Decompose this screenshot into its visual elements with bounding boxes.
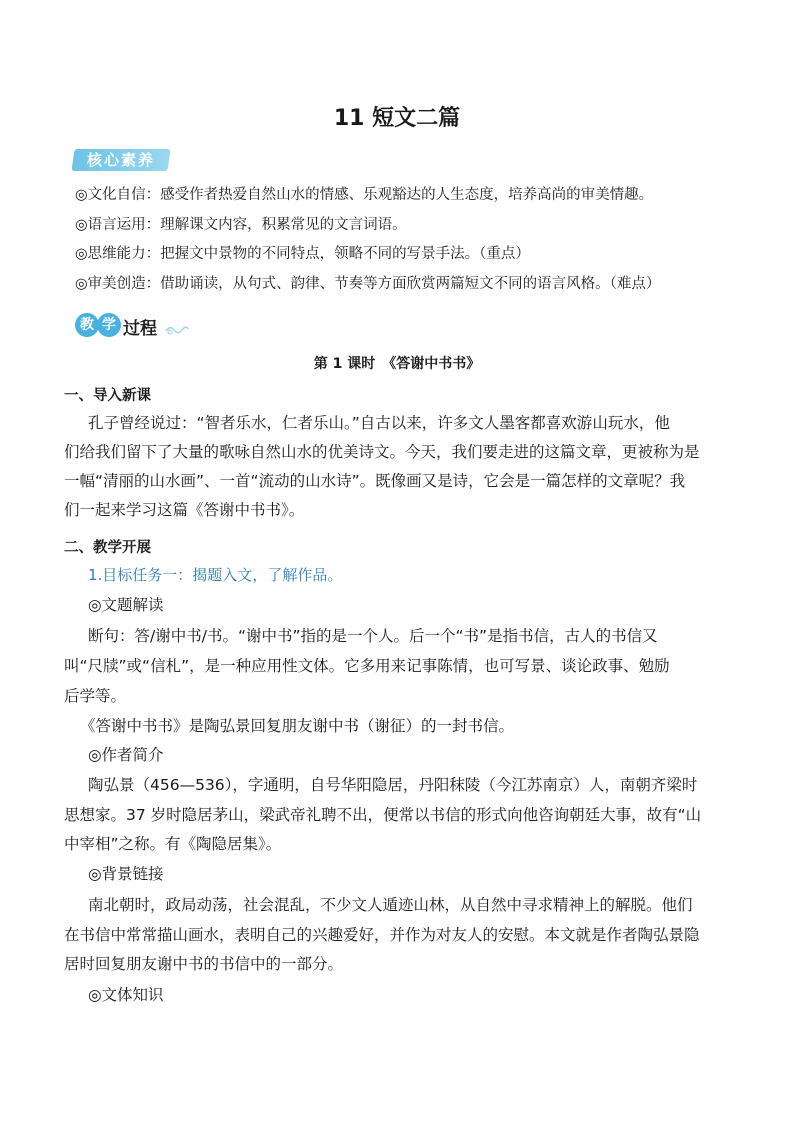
- intro-line: 们一起来学习这篇《答谢中书书》。: [64, 501, 305, 519]
- section-heading-intro: 一、导入新课: [64, 388, 151, 404]
- decorative-swirl-icon: [165, 323, 189, 335]
- section-heading-teaching: 二、教学开展: [64, 540, 151, 556]
- core-item-aesthetic: ◎审美创造：借助诵读，从句式、韵律、节奏等方面欣赏两篇短文不同的语言风格。（难点）: [75, 276, 661, 292]
- core-item-culture: ◎文化自信：感受作者热爱自然山水的情感、乐观豁达的人生态度，培养高尚的审美情趣。: [75, 187, 654, 203]
- para-line: 中宰相”之称。有《陶隐居集》。: [64, 835, 282, 853]
- para-line: 后学等。: [64, 687, 127, 705]
- para-line: 陶弘景（456—536），字通明，自号华阳隐居，丹阳秣陵（今江苏南京）人，南朝齐梁时: [88, 776, 698, 794]
- page-title: 11 短文二篇: [333, 106, 461, 131]
- intro-line: 一幅“清丽的山水画”、一首“流动的山水诗”。既像画又是诗，它会是一篇怎样的文章呢？我: [64, 472, 686, 490]
- learning-char-circle: 学: [97, 313, 121, 337]
- teaching-process-label: 过程: [123, 319, 157, 339]
- para-line: 居时回复朋友谢中书的书信中的一部分。: [64, 955, 344, 973]
- subheading-background: ◎背景链接: [88, 865, 164, 883]
- lesson-title: 第 1 课时 《答谢中书书》: [313, 356, 481, 372]
- para-line: 在书信中常常描山画水，表明自己的兴趣爱好，并作为对友人的安慰。本文就是作者陶弘景隐: [64, 926, 700, 944]
- para-line: 《答谢中书书》是陶弘景回复朋友谢中书（谢征）的一封书信。: [80, 717, 515, 735]
- subheading-title-explain: ◎文题解读: [88, 596, 164, 614]
- core-item-language: ◎语言运用：理解课文内容，积累常见的文言词语。: [75, 217, 407, 233]
- core-item-thinking: ◎思维能力：把握文中景物的不同特点，领略不同的写景手法。（重点）: [75, 246, 530, 262]
- intro-line: 们给我们留下了大量的歌咏自然山水的优美诗文。今天，我们要走进的这篇文章，更被称为是: [64, 443, 700, 461]
- core-literacy-badge: [73, 147, 171, 171]
- subheading-genre: ◎文体知识: [88, 986, 164, 1004]
- intro-line: 孔子曾经说过：“智者乐水，仁者乐山。”自古以来，许多文人墨客都喜欢游山玩水，他: [88, 414, 670, 432]
- task-one: 1.目标任务一：揭题入文，了解作品。: [88, 566, 343, 584]
- para-line: 南北朝时，政局动荡，社会混乱，不少文人遁迹山林，从自然中寻求精神上的解脱。他们: [88, 896, 693, 914]
- teaching-char-circle: 教: [75, 313, 99, 337]
- subheading-author: ◎作者简介: [88, 746, 164, 764]
- para-line: 思想家。37 岁时隐居茅山，梁武帝礼聘不出，便常以书信的形式向他咨询朝廷大事，故有“山: [64, 806, 702, 824]
- para-line: 断句：答/谢中书/书。“谢中书”指的是一个人。后一个“书”是指书信，古人的书信又: [88, 627, 658, 645]
- para-line: 叫“尺牍”或“信札”，是一种应用性文体。它多用来记事陈情，也可写景、谈论政事、勉励: [64, 657, 670, 675]
- core-literacy-label: 核心素养: [86, 151, 155, 169]
